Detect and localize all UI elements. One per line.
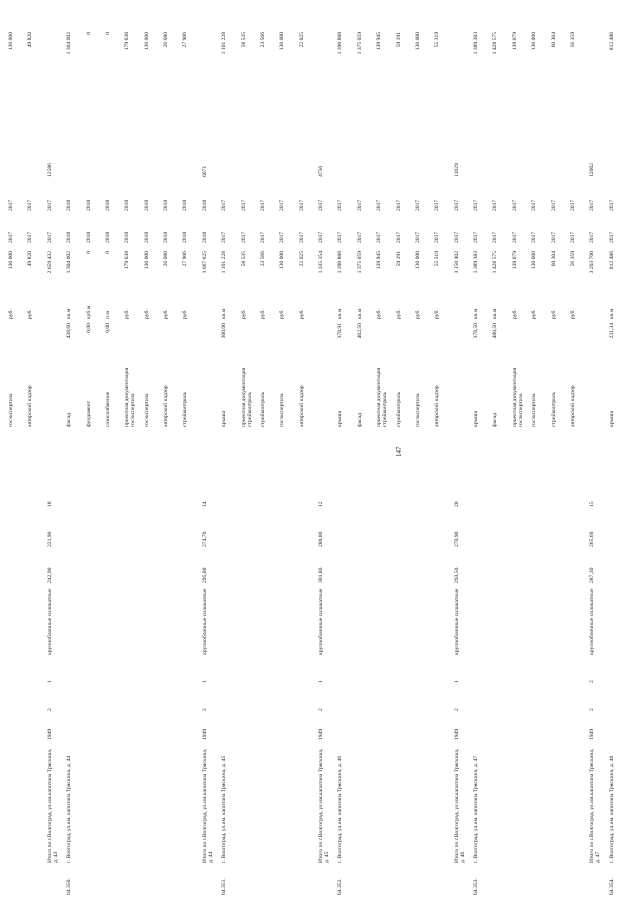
- cell-amount: 179 638: [124, 32, 130, 51]
- cell-cost: 1 375 059: [357, 251, 363, 274]
- cell-unit: руб.: [163, 309, 169, 319]
- cell-year: 1949: [202, 728, 208, 740]
- cell-amount: 1 428 575: [492, 32, 498, 55]
- cell-cost: 27 906: [182, 251, 188, 267]
- cell-y1: 2017: [512, 231, 518, 243]
- cell-wall: крупноблочные силикатные: [202, 588, 208, 655]
- cell-a1: 287,30: [589, 567, 595, 583]
- cell-unit: кв.м: [492, 308, 498, 319]
- cell-work: стройконтроль: [260, 391, 266, 427]
- cell-cost: 1 428 575: [492, 251, 498, 274]
- cell-work: авторский надзор: [570, 385, 576, 427]
- cell-unit: кв.м: [337, 308, 343, 319]
- cell-amount: 58 535: [241, 32, 247, 48]
- cell-unit: руб.: [144, 309, 150, 319]
- cell-entrances: 1: [318, 680, 324, 683]
- cell-address: г. Волгоград, ул.им. капитана Тряскина, д. 45: [221, 755, 227, 863]
- cell-qty: 378,50: [473, 323, 479, 339]
- cell-y2: 2018: [86, 199, 92, 211]
- cell-a2: 221,90: [47, 531, 53, 547]
- cell-work: крыша: [609, 410, 615, 427]
- cell-num: 64.353.: [473, 878, 479, 895]
- cell-y2: 2017: [473, 199, 479, 211]
- cell-work: крыша: [337, 410, 343, 427]
- cell-amount: 1 304 002: [66, 32, 72, 55]
- cell-y2: 2018: [105, 199, 111, 211]
- cell-y1: 2018: [202, 231, 208, 243]
- cell-y1: 2017: [434, 231, 440, 243]
- cell-y1: 2017: [241, 231, 247, 243]
- cell-unit: руб.: [299, 309, 305, 319]
- cell-work: проектная документация стройконтроль: [376, 367, 389, 427]
- cell-year: 1949: [318, 728, 324, 740]
- cell-a2: 280,80: [318, 531, 324, 547]
- cell-cost: 1 101 228: [221, 251, 227, 274]
- cell-total-label: Итого по г.Волгоград, ул.им.капитана Тряскина, д. 43: [47, 748, 60, 863]
- cell-unit: руб.: [415, 309, 421, 319]
- cell-amount: 130 000: [8, 32, 14, 51]
- cell-year: 1949: [589, 728, 595, 740]
- cell-y2: 2017: [27, 199, 33, 211]
- cell-y1: 2018: [66, 231, 72, 243]
- cell-work: фасад: [492, 413, 498, 427]
- cell-cost: 139 079: [512, 251, 518, 270]
- cell-work: крыша: [221, 410, 227, 427]
- cell-cost: 0: [105, 251, 111, 254]
- cell-y1: 2018: [163, 231, 169, 243]
- cell-y2: 2017: [396, 199, 402, 211]
- cell-y2: 2017: [492, 199, 498, 211]
- cell-entrances: 1: [47, 680, 53, 683]
- cell-work: фундамент: [86, 400, 92, 427]
- cell-y1: 2017: [415, 231, 421, 243]
- cell-a1: 301,80: [318, 567, 324, 583]
- cell-residents: 12: [318, 501, 324, 507]
- cell-work: фасад: [357, 413, 363, 427]
- cell-amount: 56 359: [570, 32, 576, 48]
- cell-year: 1949: [47, 728, 53, 740]
- cell-y1: 2017: [589, 231, 595, 243]
- cell-y2: 2017: [551, 199, 557, 211]
- cell-unit: руб.: [241, 309, 247, 319]
- cell-address: г. Волгоград, ул.им. капитана Тряскина, д. 47: [473, 755, 479, 863]
- cell-y2: 2017: [454, 199, 460, 211]
- cell-y2: 2018: [124, 199, 130, 211]
- cell-y2: 2017: [241, 199, 247, 211]
- cell-work: госэкспертиза: [531, 393, 537, 427]
- cell-a2: 270,90: [454, 531, 460, 547]
- cell-unit: п.м: [105, 311, 111, 319]
- cell-a2: 265,60: [589, 531, 595, 547]
- cell-cost: 139 945: [376, 251, 382, 270]
- cell-cat: 6071: [202, 165, 208, 177]
- cell-work: авторский надзор: [27, 385, 33, 427]
- cell-amount: 1 101 228: [221, 32, 227, 55]
- cell-cat: 11629: [454, 163, 460, 177]
- cell-y2: 2017: [337, 199, 343, 211]
- cell-y1: 2017: [609, 231, 615, 243]
- cell-amount: 0: [86, 32, 92, 35]
- cell-unit: руб.: [124, 309, 130, 319]
- cell-cat: 12062: [589, 163, 595, 177]
- cell-y2: 2017: [570, 199, 576, 211]
- cell-year: 1949: [454, 728, 460, 740]
- cell-cost: 0: [86, 251, 92, 254]
- cell-wall: крупноблочные силикатные: [589, 588, 595, 655]
- cell-floors: 2: [47, 708, 53, 711]
- cell-total-label: Итого по г.Волгоград, ул.им.капитана Тряскина, д. 44: [202, 748, 215, 863]
- cell-amount: 130 000: [279, 32, 285, 51]
- cell-y1: 2017: [570, 231, 576, 243]
- cell-wall: крупноблочные силикатные: [454, 588, 460, 655]
- page-number: 147: [395, 446, 403, 457]
- cell-cost: 130 000: [8, 251, 14, 270]
- cell-y2: 2018: [202, 199, 208, 211]
- cell-work: госэкспертиза: [144, 393, 150, 427]
- cell-unit: кв.м: [473, 308, 479, 319]
- cell-a1: 293,50: [454, 567, 460, 583]
- cell-unit: кв.м: [221, 308, 227, 319]
- cell-wall: крупноблочные силикатные: [318, 588, 324, 655]
- cell-address: г. Волгоград, ул.им. капитана Тряскина, д. 48: [609, 755, 615, 863]
- cell-work: госэкспертиза: [8, 393, 14, 427]
- cell-y1: 2017: [454, 231, 460, 243]
- cell-unit: руб.: [512, 309, 518, 319]
- cell-cost: 56 359: [570, 251, 576, 267]
- cell-y1: 2017: [473, 231, 479, 243]
- cell-total-label: Итого по г.Волгоград, ул.им.капитана Тряскина, д. 46: [454, 748, 467, 863]
- cell-total-label: Итого по г.Волгоград, ул.им.капитана Тряскина, д. 47: [589, 748, 602, 863]
- cell-num: 64.354.: [609, 878, 615, 895]
- cell-work: газоснабжение: [105, 391, 111, 427]
- cell-work: авторский надзор: [299, 385, 305, 427]
- cell-floors: 2: [454, 708, 460, 711]
- cell-cost: 3 203 700: [589, 251, 595, 274]
- cell-y1: 2017: [531, 231, 537, 243]
- cell-y2: 2017: [221, 199, 227, 211]
- cell-work: стройконтроль: [396, 391, 402, 427]
- cell-y2: 2017: [279, 199, 285, 211]
- cell-qty: 438,60: [66, 323, 72, 339]
- cell-cost: 179 638: [124, 251, 130, 270]
- cell-y2: 2017: [531, 199, 537, 211]
- cell-entrances: 1: [202, 680, 208, 683]
- cell-floors: 2: [589, 708, 595, 711]
- cell-work: крыша: [473, 410, 479, 427]
- cell-unit: руб.: [8, 309, 14, 319]
- cell-residents: 20: [454, 501, 460, 507]
- cell-y1: 2017: [337, 231, 343, 243]
- cell-work: авторский надзор: [163, 385, 169, 427]
- cell-y1: 2018: [86, 231, 92, 243]
- cell-qty: 462,50: [357, 323, 363, 339]
- cell-y2: 2017: [8, 199, 14, 211]
- cell-y2: 2017: [376, 199, 382, 211]
- cell-y1: 2017: [357, 231, 363, 243]
- cell-work: фасад: [66, 413, 72, 427]
- cell-cost: 812 486: [609, 251, 615, 270]
- cell-y2: 2017: [260, 199, 266, 211]
- cell-y1: 2017: [318, 231, 324, 243]
- cell-residents: 15: [589, 501, 595, 507]
- cell-unit: руб.: [570, 309, 576, 319]
- cell-y2: 2017: [609, 199, 615, 211]
- cell-y2: 2018: [163, 199, 169, 211]
- cell-cost: 130 000: [415, 251, 421, 270]
- cell-unit: куб.м: [86, 305, 92, 319]
- cell-unit: руб.: [182, 309, 188, 319]
- cell-y2: 2017: [512, 199, 518, 211]
- cell-cost: 59 191: [396, 251, 402, 267]
- cell-cost: 1 390 888: [337, 251, 343, 274]
- cell-work: госэкспертиза: [279, 393, 285, 427]
- cell-unit: руб.: [531, 309, 537, 319]
- cell-amount: 139 079: [512, 32, 518, 51]
- cell-qty: 0,00: [86, 323, 92, 333]
- cell-work: авторский надзор: [434, 385, 440, 427]
- cell-work: стройконтроль: [551, 391, 557, 427]
- cell-cost: 3 150 402: [454, 251, 460, 274]
- cell-cat: 4756: [318, 165, 324, 177]
- cell-amount: 22 025: [299, 32, 305, 48]
- cell-amount: 59 191: [396, 32, 402, 48]
- cell-unit: кв.м: [357, 308, 363, 319]
- cell-y1: 2017: [27, 231, 33, 243]
- cell-entrances: 2: [589, 680, 595, 683]
- cell-address: г. Волгоград, ул.им. капитана Тряскина, д. 44: [66, 755, 72, 863]
- cell-work: проектная документация стройконтроль: [241, 367, 254, 427]
- cell-entrances: 1: [454, 680, 460, 683]
- cell-work: госэкспертиза: [415, 393, 421, 427]
- cell-y1: 2017: [221, 231, 227, 243]
- cell-a1: 242,90: [47, 567, 53, 583]
- cell-qty: 378,91: [337, 323, 343, 339]
- cell-cost: 23 566: [260, 251, 266, 267]
- cell-y1: 2018: [144, 231, 150, 243]
- cell-unit: кв.м: [66, 308, 72, 319]
- cell-amount: 130 000: [531, 32, 537, 51]
- cell-y2: 2017: [318, 199, 324, 211]
- cell-cost: 1 335 354: [318, 251, 324, 274]
- cell-y1: 2017: [551, 231, 557, 243]
- cell-unit: руб.: [396, 309, 402, 319]
- cell-amount: 55 319: [434, 32, 440, 48]
- cell-qty: 0,00: [105, 323, 111, 333]
- cell-amount: 49 820: [27, 32, 33, 48]
- cell-cost: 49 820: [27, 251, 33, 267]
- cell-qty: 480,50: [492, 323, 498, 339]
- cell-num: 64.351.: [221, 878, 227, 895]
- cell-amount: 130 000: [144, 32, 150, 51]
- cell-floors: 2: [202, 708, 208, 711]
- cell-work: проектная документация госэкспертиза: [512, 367, 525, 427]
- cell-cost: 130 000: [144, 251, 150, 270]
- cell-cost: 130 000: [531, 251, 537, 270]
- cell-y2: 2017: [299, 199, 305, 211]
- cell-work: проектная документация госэкспертиза: [124, 367, 137, 427]
- cell-y2: 2017: [589, 199, 595, 211]
- cell-amount: 26 080: [163, 32, 169, 48]
- cell-cost: 22 025: [299, 251, 305, 267]
- cell-y1: 2017: [376, 231, 382, 243]
- cell-y1: 2017: [299, 231, 305, 243]
- cell-cost: 2 659 432: [47, 251, 53, 274]
- cell-cost: 58 535: [241, 251, 247, 267]
- cell-cost: 26 080: [163, 251, 169, 267]
- cell-amount: 130 000: [415, 32, 421, 51]
- cell-unit: руб.: [434, 309, 440, 319]
- cell-a1: 295,00: [202, 567, 208, 583]
- cell-y2: 2017: [434, 199, 440, 211]
- cell-y2: 2018: [66, 199, 72, 211]
- cell-y2: 2017: [47, 199, 53, 211]
- cell-amount: 0: [105, 32, 111, 35]
- cell-y1: 2017: [8, 231, 14, 243]
- cell-residents: 18: [47, 501, 53, 507]
- cell-y2: 2017: [415, 199, 421, 211]
- cell-y2: 2018: [144, 199, 150, 211]
- cell-a2: 274,70: [202, 531, 208, 547]
- cell-unit: руб.: [279, 309, 285, 319]
- cell-y2: 2017: [357, 199, 363, 211]
- cell-cost: 1 667 625: [202, 251, 208, 274]
- cell-y1: 2017: [260, 231, 266, 243]
- cell-amount: 60 304: [551, 32, 557, 48]
- cell-qty: 231,34: [609, 323, 615, 339]
- cell-amount: 27 906: [182, 32, 188, 48]
- cell-qty: 300,00: [221, 323, 227, 339]
- cell-amount: 139 945: [376, 32, 382, 51]
- cell-cost: 130 000: [279, 251, 285, 270]
- cell-num: 64.350.: [66, 878, 72, 895]
- cell-y1: 2017: [47, 231, 53, 243]
- cell-unit: руб.: [27, 309, 33, 319]
- cell-address: г. Волгоград, ул.им. капитана Тряскина, д. 46: [337, 755, 343, 863]
- cell-num: 64.352.: [337, 878, 343, 895]
- cell-cost: 1 304 002: [66, 251, 72, 274]
- cell-y1: 2017: [492, 231, 498, 243]
- cell-amount: 1 389 383: [473, 32, 479, 55]
- cell-amount: 1 375 059: [357, 32, 363, 55]
- cell-y1: 2017: [279, 231, 285, 243]
- cell-y1: 2018: [124, 231, 130, 243]
- cell-y1: 2018: [105, 231, 111, 243]
- cell-unit: кв.м: [609, 308, 615, 319]
- cell-y1: 2017: [396, 231, 402, 243]
- cell-total-label: Итого по г.Волгоград, ул.им.капитана Тряскина, д. 45: [318, 748, 331, 863]
- cell-amount: 23 566: [260, 32, 266, 48]
- cell-amount: 1 390 888: [337, 32, 343, 55]
- cell-work: стройконтроль: [182, 391, 188, 427]
- cell-y1: 2018: [182, 231, 188, 243]
- cell-cost: 55 319: [434, 251, 440, 267]
- cell-unit: руб.: [376, 309, 382, 319]
- cell-floors: 2: [318, 708, 324, 711]
- cell-unit: руб.: [551, 309, 557, 319]
- cell-unit: руб.: [260, 309, 266, 319]
- cell-cost: 60 304: [551, 251, 557, 267]
- cell-cost: 1 389 383: [473, 251, 479, 274]
- cell-cat: 12586: [47, 163, 53, 177]
- cell-y2: 2018: [182, 199, 188, 211]
- cell-wall: крупноблочные силикатные: [47, 588, 53, 655]
- cell-amount: 812 486: [609, 32, 615, 51]
- cell-residents: 14: [202, 501, 208, 507]
